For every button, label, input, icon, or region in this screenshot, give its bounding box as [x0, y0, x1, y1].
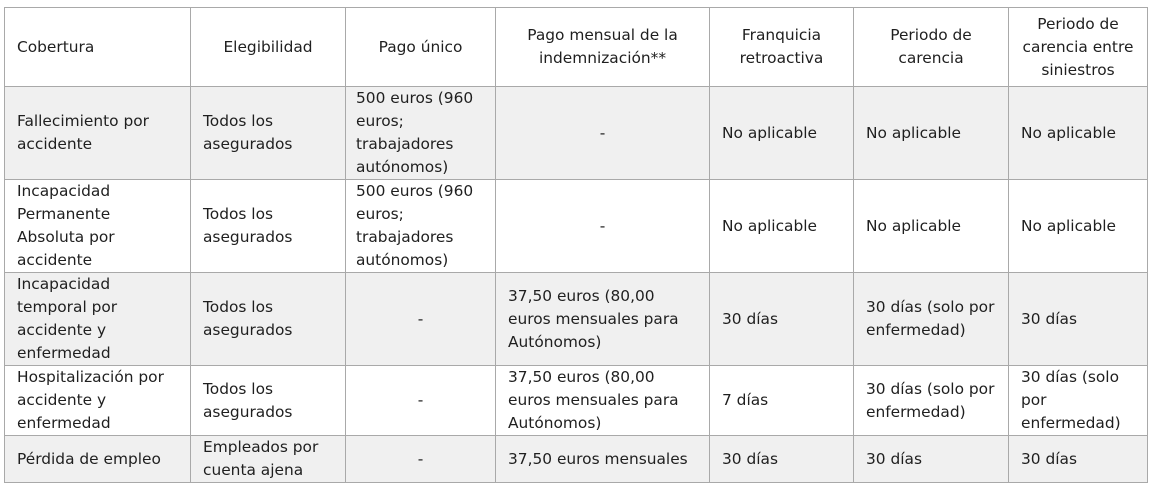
table-row [5, 436, 1148, 483]
cell-pago-mensual: - [496, 180, 710, 273]
cell-pago-unico: - [346, 273, 496, 366]
cell-elegibilidad: Todos los asegurados [191, 180, 346, 273]
cell-cobertura: Hospitalización por accidente y enfermedad [5, 366, 191, 436]
cell-periodo-carencia: 30 días [854, 436, 1009, 483]
cell-carencia-siniestros: No aplicable [1009, 180, 1148, 273]
table-row [5, 180, 1148, 273]
cell-franquicia: 30 días [710, 273, 854, 366]
cell-elegibilidad: Todos los asegurados [191, 366, 346, 436]
header-pago-unico: Pago único [346, 8, 496, 87]
cell-carencia-siniestros: 30 días [1009, 273, 1148, 366]
cell-cobertura: Incapacidad temporal por accidente y enfermedad [5, 273, 191, 366]
header-row [5, 8, 1148, 87]
cell-periodo-carencia: No aplicable [854, 180, 1009, 273]
cell-franquicia: 7 días [710, 366, 854, 436]
cell-franquicia: No aplicable [710, 87, 854, 180]
cell-elegibilidad: Empleados por cuenta ajena [191, 436, 346, 483]
header-cobertura: Cobertura [5, 8, 191, 87]
cell-periodo-carencia: 30 días (solo por enfermedad) [854, 273, 1009, 366]
cell-periodo-carencia: 30 días (solo por enfermedad) [854, 366, 1009, 436]
cell-pago-mensual: 37,50 euros (80,00 euros mensuales para Autónomos) [496, 273, 710, 366]
header-periodo-carencia: Periodo de carencia [854, 8, 1009, 87]
cell-franquicia: 30 días [710, 436, 854, 483]
cell-pago-mensual: 37,50 euros (80,00 euros mensuales para Autónomos) [496, 366, 710, 436]
cell-pago-mensual: 37,50 euros mensuales [496, 436, 710, 483]
cell-pago-unico: - [346, 366, 496, 436]
table-row [5, 366, 1148, 436]
table-row [5, 87, 1148, 180]
cell-pago-unico: 500 euros (960 euros; trabajadores autónomos) [346, 87, 496, 180]
table-row [5, 273, 1148, 366]
cell-pago-mensual: - [496, 87, 710, 180]
cell-elegibilidad: Todos los asegurados [191, 87, 346, 180]
coverage-table-container [4, 7, 1148, 483]
cell-elegibilidad: Todos los asegurados [191, 273, 346, 366]
cell-carencia-siniestros: 30 días [1009, 436, 1148, 483]
cell-franquicia: No aplicable [710, 180, 854, 273]
header-franquicia-retroactiva: Franquicia retroactiva [710, 8, 854, 87]
cell-cobertura: Fallecimiento por accidente [5, 87, 191, 180]
coverage-table [4, 7, 1148, 483]
header-elegibilidad: Elegibilidad [191, 8, 346, 87]
cell-pago-unico: 500 euros (960 euros; trabajadores autónomos) [346, 180, 496, 273]
cell-pago-unico: - [346, 436, 496, 483]
cell-cobertura: Pérdida de empleo [5, 436, 191, 483]
cell-cobertura: Incapacidad Permanente Absoluta por accidente [5, 180, 191, 273]
cell-carencia-siniestros: No aplicable [1009, 87, 1148, 180]
cell-periodo-carencia: No aplicable [854, 87, 1009, 180]
header-pago-mensual: Pago mensual de la indemnización** [496, 8, 710, 87]
header-periodo-carencia-siniestros: Periodo de carencia entre siniestros [1009, 8, 1148, 87]
cell-carencia-siniestros: 30 días (solo por enfermedad) [1009, 366, 1148, 436]
